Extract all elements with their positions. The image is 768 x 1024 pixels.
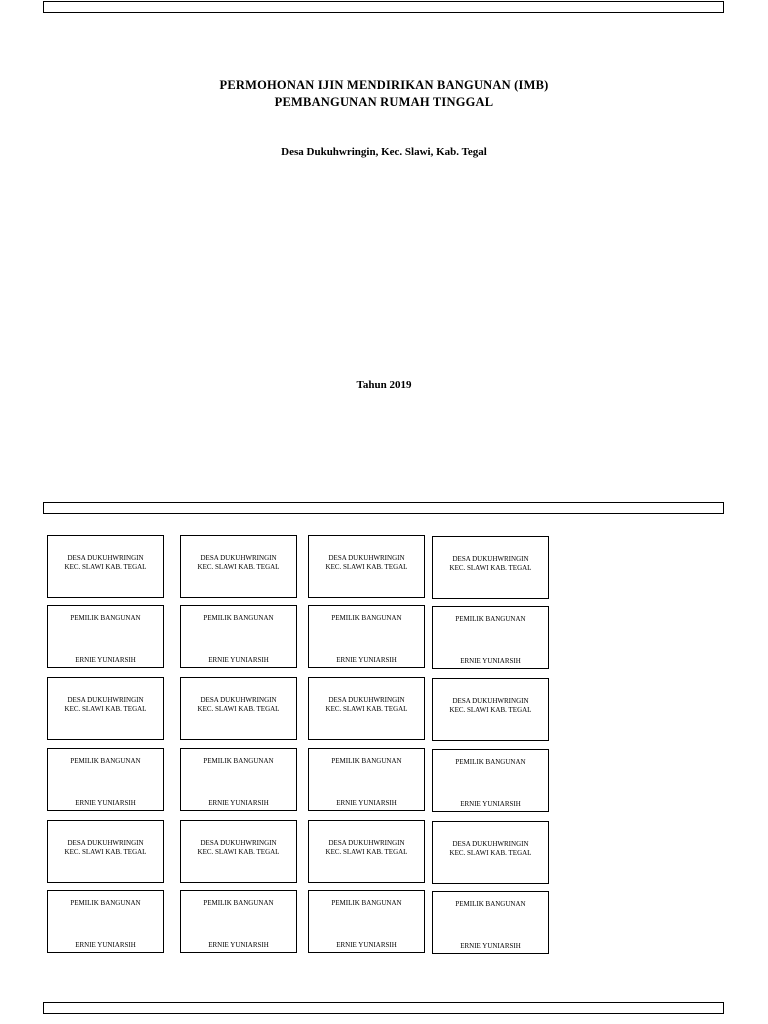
- owner-label-card: [432, 606, 549, 669]
- owner-label-card: [47, 605, 164, 668]
- owner-title-text: PEMILIK BANGUNAN: [70, 757, 141, 765]
- village-label-card: [432, 536, 549, 599]
- village-label-card: [47, 535, 164, 598]
- district-name-text: KEC. SLAWI KAB. TEGAL: [64, 848, 147, 856]
- owner-name-text: ERNIE YUNIARSIH: [460, 657, 521, 665]
- village-label-card: [180, 677, 297, 740]
- village-label-card: [47, 820, 164, 883]
- village-label-card: [308, 820, 425, 883]
- village-name-text: DESA DUKUHWRINGIN: [328, 554, 405, 562]
- owner-label-card: [308, 605, 425, 668]
- village-label-card: [47, 677, 164, 740]
- district-name-text: KEC. SLAWI KAB. TEGAL: [449, 849, 532, 857]
- owner-name-text: ERNIE YUNIARSIH: [75, 941, 136, 949]
- owner-label-card: [47, 890, 164, 953]
- district-name-text: KEC. SLAWI KAB. TEGAL: [197, 705, 280, 713]
- village-label-card: [308, 535, 425, 598]
- village-name-text: DESA DUKUHWRINGIN: [452, 555, 529, 563]
- owner-name-text: ERNIE YUNIARSIH: [336, 941, 397, 949]
- village-label-card: [180, 535, 297, 598]
- owner-title-text: PEMILIK BANGUNAN: [455, 615, 526, 623]
- owner-label-card: [432, 749, 549, 812]
- village-label-card: [308, 677, 425, 740]
- owner-title-text: PEMILIK BANGUNAN: [203, 614, 274, 622]
- village-name-text: DESA DUKUHWRINGIN: [67, 696, 144, 704]
- district-name-text: KEC. SLAWI KAB. TEGAL: [325, 563, 408, 571]
- owner-name-text: ERNIE YUNIARSIH: [75, 656, 136, 664]
- owner-label-card: [432, 891, 549, 954]
- owner-name-text: ERNIE YUNIARSIH: [460, 800, 521, 808]
- owner-name-text: ERNIE YUNIARSIH: [208, 941, 269, 949]
- district-name-text: KEC. SLAWI KAB. TEGAL: [449, 564, 532, 572]
- owner-title-text: PEMILIK BANGUNAN: [455, 758, 526, 766]
- village-name-text: DESA DUKUHWRINGIN: [328, 839, 405, 847]
- owner-title-text: PEMILIK BANGUNAN: [70, 899, 141, 907]
- year-label: Tahun 2019: [356, 379, 412, 391]
- middle-border-bar: [43, 502, 724, 514]
- district-name-text: KEC. SLAWI KAB. TEGAL: [64, 705, 147, 713]
- owner-name-text: ERNIE YUNIARSIH: [208, 656, 269, 664]
- owner-label-card: [180, 605, 297, 668]
- village-name-text: DESA DUKUHWRINGIN: [67, 554, 144, 562]
- district-name-text: KEC. SLAWI KAB. TEGAL: [197, 848, 280, 856]
- district-name-text: KEC. SLAWI KAB. TEGAL: [449, 706, 532, 714]
- district-name-text: KEC. SLAWI KAB. TEGAL: [197, 563, 280, 571]
- village-name-text: DESA DUKUHWRINGIN: [67, 839, 144, 847]
- village-label-card: [180, 820, 297, 883]
- village-name-text: DESA DUKUHWRINGIN: [200, 696, 277, 704]
- owner-name-text: ERNIE YUNIARSIH: [336, 799, 397, 807]
- owner-name-text: ERNIE YUNIARSIH: [460, 942, 521, 950]
- owner-title-text: PEMILIK BANGUNAN: [455, 900, 526, 908]
- district-name-text: KEC. SLAWI KAB. TEGAL: [64, 563, 147, 571]
- village-name-text: DESA DUKUHWRINGIN: [328, 696, 405, 704]
- village-name-text: DESA DUKUHWRINGIN: [452, 840, 529, 848]
- owner-title-text: PEMILIK BANGUNAN: [203, 757, 274, 765]
- owner-title-text: PEMILIK BANGUNAN: [331, 899, 402, 907]
- owner-name-text: ERNIE YUNIARSIH: [208, 799, 269, 807]
- village-name-text: DESA DUKUHWRINGIN: [200, 839, 277, 847]
- village-name-text: DESA DUKUHWRINGIN: [200, 554, 277, 562]
- location-subtitle: Desa Dukuhwringin, Kec. Slawi, Kab. Tegal: [281, 146, 487, 158]
- owner-title-text: PEMILIK BANGUNAN: [331, 757, 402, 765]
- owner-title-text: PEMILIK BANGUNAN: [203, 899, 274, 907]
- owner-title-text: PEMILIK BANGUNAN: [70, 614, 141, 622]
- owner-label-card: [180, 748, 297, 811]
- village-name-text: DESA DUKUHWRINGIN: [452, 697, 529, 705]
- bottom-border-bar: [43, 1002, 724, 1014]
- owner-title-text: PEMILIK BANGUNAN: [331, 614, 402, 622]
- village-label-card: [432, 821, 549, 884]
- top-border-bar: [43, 1, 724, 13]
- district-name-text: KEC. SLAWI KAB. TEGAL: [325, 705, 408, 713]
- village-label-card: [432, 678, 549, 741]
- page-title-line1: PERMOHONAN IJIN MENDIRIKAN BANGUNAN (IMB): [219, 78, 549, 92]
- owner-name-text: ERNIE YUNIARSIH: [75, 799, 136, 807]
- owner-name-text: ERNIE YUNIARSIH: [336, 656, 397, 664]
- owner-label-card: [180, 890, 297, 953]
- page-title-line2: PEMBANGUNAN RUMAH TINGGAL: [274, 95, 494, 109]
- owner-label-card: [47, 748, 164, 811]
- district-name-text: KEC. SLAWI KAB. TEGAL: [325, 848, 408, 856]
- owner-label-card: [308, 890, 425, 953]
- owner-label-card: [308, 748, 425, 811]
